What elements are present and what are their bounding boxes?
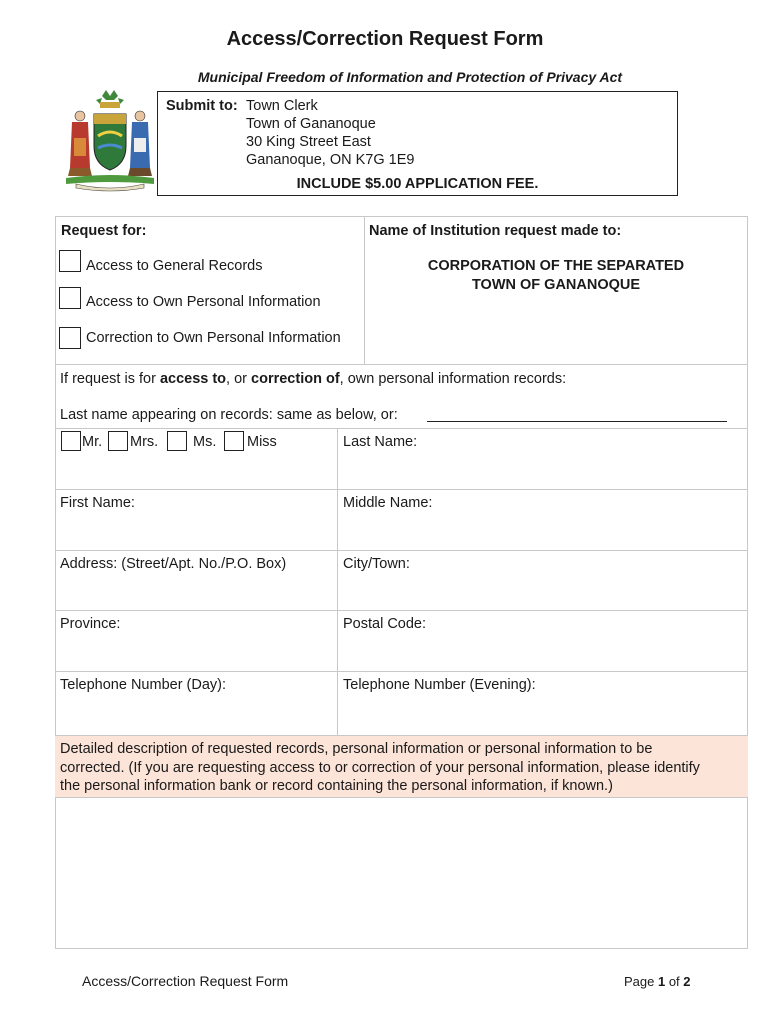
description-instructions <box>60 740 740 796</box>
coat-of-arms-icon <box>62 88 158 192</box>
row-divider-address <box>55 550 748 551</box>
personal-info-intro <box>60 371 566 387</box>
intro-text-post: , own personal information records: <box>339 371 567 387</box>
submit-line-street: 30 King Street East <box>246 134 371 150</box>
page-current: 1 <box>657 974 666 989</box>
row-divider-phone <box>55 671 748 672</box>
page-number <box>624 974 691 989</box>
correction-checkbox[interactable] <box>59 327 81 349</box>
general-records-label: Access to General Records <box>86 258 263 274</box>
mrs-label: Mrs. <box>130 434 159 450</box>
form-subtitle: Municipal Freedom of Information and Protection of Privacy Act <box>197 69 623 85</box>
institution-label: Name of Institution request made to: <box>369 223 622 239</box>
postal-code-field[interactable]: Postal Code: <box>343 616 427 632</box>
institution-name-line2: TOWN OF GANANOQUE <box>471 277 641 293</box>
application-fee-note: INCLUDE $5.00 APPLICATION FEE. <box>296 176 539 192</box>
ms-checkbox[interactable] <box>167 431 187 451</box>
city-field[interactable]: City/Town: <box>343 556 410 572</box>
miss-label: Miss <box>247 434 277 450</box>
submit-line-town: Town of Gananoque <box>246 116 376 132</box>
page-total: 2 <box>683 974 691 989</box>
description-line-3: the personal information bank or record containing the personal information, if known.) <box>60 778 613 794</box>
description-line-2: corrected. (If you are requesting access to or correction of your personal information, please identify <box>60 759 700 776</box>
phone-evening-field[interactable]: Telephone Number (Evening): <box>343 677 536 693</box>
row-divider-province <box>55 610 748 611</box>
last-name-records-field[interactable] <box>427 421 727 422</box>
intro-text-pre: If request is for <box>60 371 160 387</box>
middle-name-field[interactable]: Middle Name: <box>343 495 433 511</box>
own-personal-info-label: Access to Own Personal Information <box>86 294 321 310</box>
submit-line-city: Gananoque, ON K7G 1E9 <box>246 152 415 168</box>
mrs-checkbox[interactable] <box>108 431 128 451</box>
ms-label: Ms. <box>193 434 217 450</box>
page-of: of <box>665 974 684 989</box>
submit-to-box <box>157 91 678 196</box>
row-divider-request <box>55 364 748 365</box>
address-field[interactable]: Address: (Street/Apt. No./P.O. Box) <box>60 556 287 572</box>
request-for-label: Request for: <box>61 223 147 239</box>
page-prefix: Page <box>624 974 658 989</box>
first-name-field[interactable]: First Name: <box>60 495 135 511</box>
mr-checkbox[interactable] <box>61 431 81 451</box>
province-field[interactable]: Province: <box>60 616 121 632</box>
form-title: Access/Correction Request Form <box>226 28 544 50</box>
last-name-records-label: Last name appearing on records: same as below, or: <box>60 407 398 423</box>
last-name-field[interactable]: Last Name: <box>343 434 418 450</box>
submit-line-clerk: Town Clerk <box>246 98 318 114</box>
submit-to-label: Submit to: <box>166 98 238 114</box>
mr-label: Mr. <box>82 434 103 450</box>
general-records-checkbox[interactable] <box>59 250 81 272</box>
fields-divider <box>337 428 338 735</box>
intro-text-mid: , or <box>226 371 252 387</box>
row-divider-first <box>55 489 748 490</box>
footer-form-name: Access/Correction Request Form <box>82 973 289 989</box>
miss-checkbox[interactable] <box>224 431 244 451</box>
intro-correction-of: correction of <box>251 371 340 387</box>
intro-access-to: access to <box>159 371 227 387</box>
own-personal-info-checkbox[interactable] <box>59 287 81 309</box>
correction-label: Correction to Own Personal Information <box>86 330 341 346</box>
institution-name-line1: CORPORATION OF THE SEPARATED <box>427 258 685 274</box>
description-line-1: Detailed description of requested records, personal information or personal information to be <box>60 741 653 757</box>
phone-day-field[interactable]: Telephone Number (Day): <box>60 677 227 693</box>
description-text-area[interactable] <box>56 799 747 948</box>
row-divider-title <box>55 428 748 429</box>
